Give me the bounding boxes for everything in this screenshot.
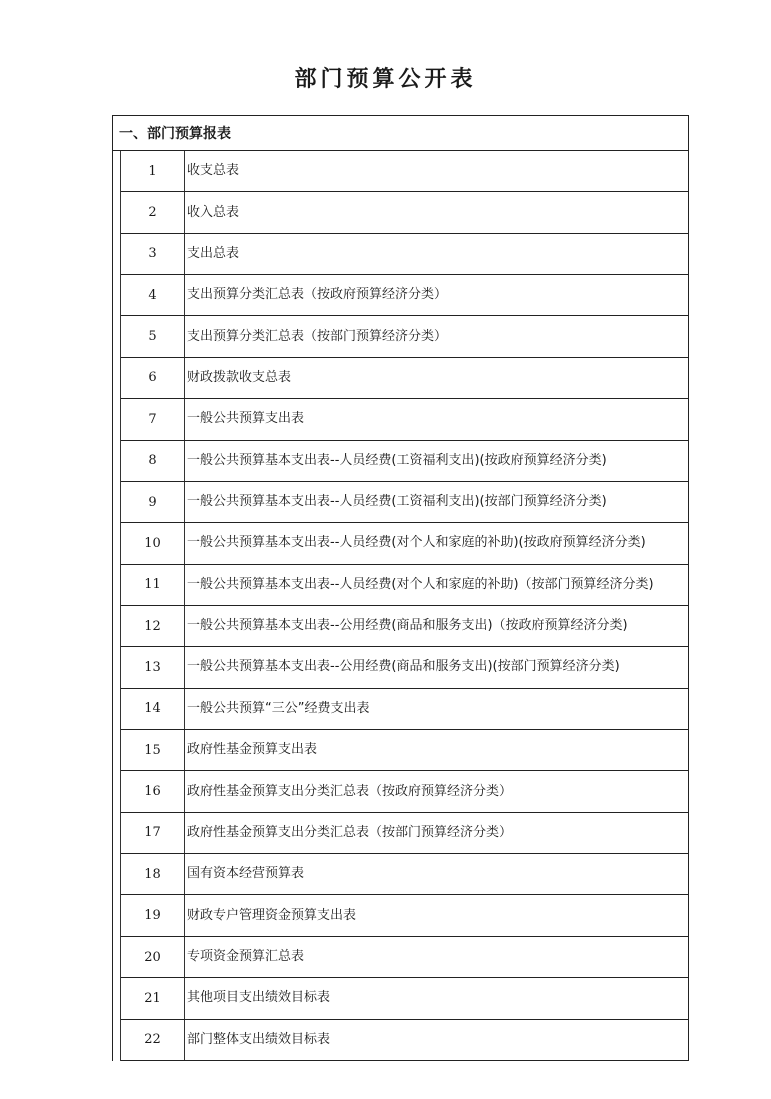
- row-number: 13: [121, 647, 185, 687]
- row-name: 财政专户管理资金预算支出表: [187, 907, 357, 923]
- row-number: 18: [121, 854, 185, 894]
- table-row: [121, 482, 688, 523]
- table-row: [121, 813, 688, 854]
- table-row: [121, 316, 688, 357]
- row-number: 12: [121, 606, 185, 646]
- row-name: 一般公共预算基本支出表--人员经费(对个人和家庭的补助)(按政府预算经济分类): [187, 535, 646, 551]
- row-name: 一般公共预算基本支出表--公用经费(商品和服务支出)(按部门预算经济分类): [187, 659, 620, 675]
- row-name: 国有资本经营预算表: [187, 866, 305, 882]
- table-row: [121, 895, 688, 936]
- table-row: [121, 771, 688, 812]
- table-row: [121, 647, 688, 688]
- table-row: [121, 234, 688, 275]
- row-number: 21: [121, 978, 185, 1018]
- row-number: 1: [121, 151, 185, 191]
- section-header: 一、部门预算报表: [113, 116, 688, 151]
- row-number: 10: [121, 523, 185, 563]
- row-name: 收入总表: [187, 204, 240, 220]
- row-name: 一般公共预算支出表: [187, 411, 305, 427]
- row-number: 22: [121, 1020, 185, 1060]
- row-name: 支出总表: [187, 245, 240, 261]
- row-number: 20: [121, 937, 185, 977]
- table-row: [121, 854, 688, 895]
- row-name: 一般公共预算基本支出表--人员经费(工资福利支出)(按政府预算经济分类): [187, 452, 607, 468]
- table-row: [121, 978, 688, 1019]
- table-row: [121, 399, 688, 440]
- budget-table: [112, 115, 689, 1061]
- row-number: 6: [121, 358, 185, 398]
- table-row: [121, 358, 688, 399]
- row-name: 支出预算分类汇总表（按部门预算经济分类）: [187, 328, 448, 344]
- row-number: 14: [121, 689, 185, 729]
- row-number: 9: [121, 482, 185, 522]
- table-row: [121, 441, 688, 482]
- table-row: [121, 151, 688, 192]
- row-number: 3: [121, 234, 185, 274]
- row-name: 政府性基金预算支出分类汇总表（按政府预算经济分类）: [187, 783, 513, 799]
- row-name: 一般公共预算基本支出表--人员经费(工资福利支出)(按部门预算经济分类): [187, 494, 607, 510]
- row-number: 16: [121, 771, 185, 811]
- table-row: [121, 1020, 688, 1061]
- row-name: 政府性基金预算支出表: [187, 742, 318, 758]
- table-row: [121, 937, 688, 978]
- table-row: [121, 689, 688, 730]
- table-rows: [120, 151, 688, 1061]
- table-row: [121, 730, 688, 771]
- row-number: 2: [121, 192, 185, 232]
- row-number: 15: [121, 730, 185, 770]
- row-name: 支出预算分类汇总表（按政府预算经济分类）: [187, 287, 448, 303]
- table-row: [121, 606, 688, 647]
- row-name: 政府性基金预算支出分类汇总表（按部门预算经济分类）: [187, 824, 513, 840]
- row-name: 收支总表: [187, 163, 240, 179]
- row-number: 5: [121, 316, 185, 356]
- row-number: 19: [121, 895, 185, 935]
- row-number: 11: [121, 565, 185, 605]
- row-number: 8: [121, 441, 185, 481]
- table-row: [121, 192, 688, 233]
- row-name: 一般公共预算“三公”经费支出表: [187, 700, 370, 716]
- page-title: 部门预算公开表: [294, 67, 477, 92]
- row-number: 17: [121, 813, 185, 853]
- row-name: 专项资金预算汇总表: [187, 949, 305, 964]
- row-name: 其他项目支出绩效目标表: [187, 990, 331, 1006]
- table-row: [121, 523, 688, 564]
- table-row: [121, 275, 688, 316]
- row-number: 4: [121, 275, 185, 315]
- row-name: 一般公共预算基本支出表--人员经费(对个人和家庭的补助)（按部门预算经济分类): [187, 576, 654, 592]
- row-name: 财政拨款收支总表: [187, 369, 292, 385]
- table-row: [121, 565, 688, 606]
- row-number: 7: [121, 399, 185, 439]
- row-name: 部门整体支出绩效目标表: [187, 1031, 331, 1047]
- row-name: 一般公共预算基本支出表--公用经费(商品和服务支出)（按政府预算经济分类): [187, 618, 628, 634]
